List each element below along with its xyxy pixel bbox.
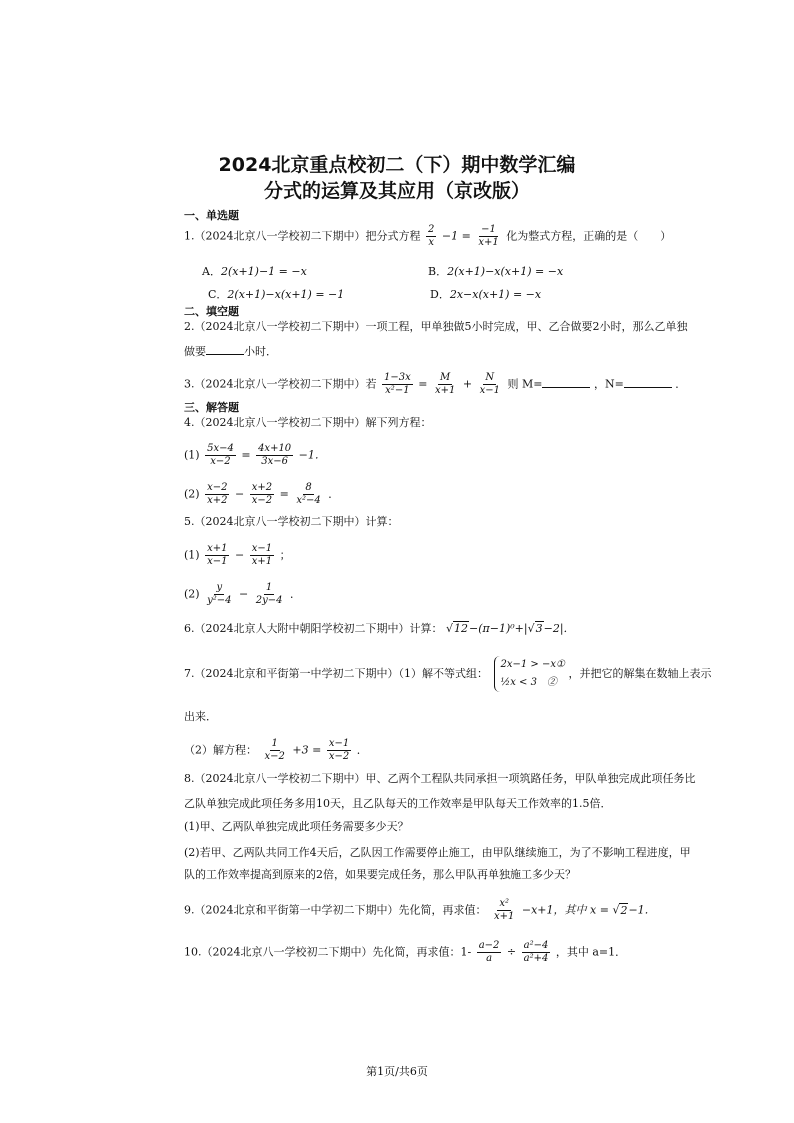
q3-f2-num: M: [440, 372, 451, 383]
q4-p2-f1-num: x−2: [207, 482, 228, 493]
q10-f1-num: a−2: [478, 940, 500, 951]
q9-f-den: x+1: [494, 911, 515, 922]
q5-p1-f2-den: x+1: [251, 556, 273, 567]
q7-p2-fraction-1: [263, 738, 287, 763]
q2-text-a: 做要: [184, 345, 206, 358]
q4-p1-f2-den: 3x−6: [261, 456, 288, 467]
q6-prefix: 6.（2024北京人大附中朝阳学校初二下期中）计算：: [184, 622, 443, 635]
q4-p2-fraction-3: [294, 482, 322, 507]
question-2-line-1: 2.（2024北京八一学校初二下期中）一项工程，甲单独做5小时完成，甲、乙合做要2小时，那么乙单独: [184, 320, 688, 333]
q5-p2-fraction-1: [205, 582, 233, 607]
q5-p2-f1-den: y²−4: [207, 595, 232, 606]
q10-fraction-2: [522, 940, 551, 965]
q7-p2-f1-num: 1: [271, 738, 278, 749]
q5-p1-f1-num: x+1: [207, 543, 228, 554]
q4-p1-fraction-1: [205, 443, 236, 468]
q7-suffix: ，并把它的解集在数轴上表示: [568, 667, 712, 680]
q5-p1-fraction-1: [205, 543, 229, 568]
q1-option-d-text: 2x−x(x+1) = −x: [449, 288, 542, 301]
question-4-part-1: [184, 443, 326, 468]
q4-p1-fraction-2: [256, 443, 293, 468]
q4-p2-label: (2): [184, 487, 200, 501]
q7-p2-end: ．: [356, 743, 368, 757]
q1-option-b[interactable]: [428, 263, 563, 279]
question-4-part-2: [184, 482, 339, 507]
q2-answer-blank[interactable]: [206, 344, 244, 355]
q7-prefix: 7.（2024北京和平街第一中学初二下期中）（1）解不等式组：: [184, 667, 488, 680]
q1-option-b-label: B．: [428, 265, 448, 278]
q10-f2-num: a²−4: [523, 940, 549, 951]
q5-p2-end: ．: [289, 587, 301, 601]
q4-p2-fraction-1: [205, 482, 229, 507]
q3-f1-num: 1−3x: [384, 372, 411, 383]
q4-p2-eq: =: [279, 487, 289, 501]
question-9: [184, 898, 656, 923]
q3-f2-den: x+1: [434, 385, 456, 396]
question-7: [184, 656, 711, 692]
q10-f1-den: a: [486, 953, 493, 964]
q1-prefix: 1.（2024北京八一学校初二下期中）把分式方程: [184, 229, 421, 243]
question-5-head: 5.（2024北京八一学校初二下期中）计算：: [184, 515, 399, 528]
q6-expression: √12−(π−1)⁰+|√3−2|．: [446, 622, 575, 635]
q4-p1-eq: =: [241, 448, 251, 462]
q9-f-num: x²: [499, 898, 510, 909]
q4-p2-f1-den: x+2: [207, 495, 228, 506]
q1-option-c[interactable]: [208, 286, 344, 302]
q3-end: ．: [675, 377, 687, 391]
question-6: [184, 622, 575, 636]
q7-p2-plus: +3 =: [292, 743, 322, 757]
q10-div: ÷: [506, 945, 517, 959]
q1-f1-den: x: [428, 237, 434, 248]
q10-prefix: 10.（2024北京八一学校初二下期中）先化简，再求值：1-: [184, 945, 472, 959]
q9-fraction: [492, 898, 516, 923]
q7-system-line-2: ½x < 3 ②: [500, 677, 557, 688]
q9-prefix: 9.（2024北京和平街第一中学初二下期中）先化简，再求值：: [184, 903, 487, 917]
q1-option-d[interactable]: [430, 286, 541, 302]
page-number: 第1页/共6页: [366, 1065, 428, 1078]
question-8-line-2: 乙队单独完成此项任务多用10天，且乙队每天的工作效率是甲队每天工作效率的1.5倍．: [184, 797, 612, 810]
question-8-line-5: 队的工作效率提高到原来的2倍，如果要完成任务，那么甲队再单独施工多少天？: [184, 868, 576, 881]
q6-rest-1: −(π−1)⁰+|: [469, 622, 528, 635]
question-7-line-2: 出来．: [184, 710, 217, 723]
q5-p2-minus: −: [239, 587, 249, 601]
q7-inequality-system: [494, 656, 565, 692]
q7-p2-f2-num: x−1: [328, 738, 350, 749]
q4-p2-f2-num: x+2: [251, 482, 273, 493]
q3-comma: ，N=: [593, 377, 624, 391]
q5-p2-fraction-2: [254, 582, 285, 607]
document-subtitle: 分式的运算及其应用（京改版）: [263, 180, 530, 202]
q3-fraction-2: [433, 372, 457, 397]
q7-p2-prefix: （2）解方程：: [184, 743, 257, 757]
q4-p2-f2-den: x−2: [251, 495, 273, 506]
q2-text-b: 小时．: [244, 345, 277, 358]
q6-sqrt-1: 12: [454, 622, 469, 635]
q9-rest: −x+1，其中: [521, 903, 587, 917]
q3-f1-den: x²−1: [385, 385, 410, 396]
question-1: [184, 224, 671, 249]
question-5-part-2: [184, 582, 301, 607]
q5-p1-end: ；: [279, 548, 291, 562]
section-heading-single-choice: 一、单选题: [184, 209, 239, 222]
question-2-line-2: [184, 344, 277, 359]
question-3: [184, 372, 686, 397]
q9-cond-a: x =: [590, 903, 609, 917]
q3-fraction-1: [382, 372, 413, 397]
q5-p2-label: (2): [184, 587, 200, 601]
q3-fraction-3: [478, 372, 502, 397]
question-8-line-1: 8.（2024北京八一学校初二下期中）甲、乙两个工程队共同承担一项筑路任务，甲队单独完成此项任务比: [184, 772, 696, 785]
q10-fraction-1: [477, 940, 502, 965]
q5-p2-f2-den: 2y−4: [255, 595, 283, 606]
question-10: [184, 940, 626, 965]
q6-rest-2: −2|．: [543, 622, 575, 635]
q3-then: 则 M=: [507, 377, 543, 391]
q6-sqrt-2: 3: [535, 622, 543, 635]
q4-p2-f3-num: 8: [305, 482, 312, 493]
q5-p1-label: (1): [184, 548, 200, 562]
q4-p1-f1-den: x−2: [210, 456, 231, 467]
q9-cond-b: −1．: [628, 903, 656, 917]
q3-plus: +: [462, 377, 473, 391]
q1-option-d-label: D．: [430, 288, 450, 301]
q4-p2-fraction-2: [250, 482, 274, 507]
section-heading-solutions: 三、解答题: [184, 401, 239, 414]
document-title: 2024北京重点校初二（下）期中数学汇编: [218, 154, 576, 176]
q1-option-b-text: 2(x+1)−x(x+1) = −x: [447, 265, 564, 278]
q1-fraction-2: [476, 224, 500, 249]
q3-f3-den: x−1: [479, 385, 500, 396]
q5-p1-fraction-2: [250, 543, 274, 568]
q3-f3-num: N: [485, 372, 495, 383]
q4-p2-f3-den: x²−4: [296, 495, 321, 506]
q3-answer-blank-n[interactable]: [624, 377, 672, 388]
section-heading-fill-blank: 二、填空题: [184, 305, 239, 318]
q1-option-a-label: A．: [202, 265, 221, 278]
q5-p1-f1-den: x−1: [207, 556, 228, 567]
q1-suffix: 化为整式方程，正确的是（ ）: [506, 229, 672, 243]
q1-f2-den: x+1: [478, 237, 499, 248]
q4-p1-f1-num: 5x−4: [207, 443, 234, 454]
q1-option-a[interactable]: [202, 263, 307, 279]
q5-p1-f2-num: x−1: [251, 543, 273, 554]
question-8-line-4: (2)若甲、乙两队共同工作4天后，乙队因工作需要停止施工，由甲队继续施工，为了不影响工程进度，甲: [184, 846, 691, 859]
question-8-line-3: (1)甲、乙两队单独完成此项任务需要多少天？: [184, 820, 409, 833]
q7-p2-f1-den: x−2: [264, 751, 285, 762]
question-7-part-2: [184, 738, 368, 763]
q1-f1-num: 2: [428, 224, 435, 235]
q9-condition: x = √2−1．: [590, 903, 656, 917]
q1-option-c-label: C．: [208, 288, 228, 301]
q9-cond-sqrt: 2: [620, 903, 628, 917]
q7-system-line-1: 2x−1 > −x①: [500, 659, 565, 670]
q5-p1-minus: −: [234, 548, 245, 562]
q1-f2-num: −1: [481, 224, 496, 235]
q1-fraction-1: [426, 224, 436, 249]
q7-p2-f2-den: x−2: [328, 751, 350, 762]
q3-answer-blank-m[interactable]: [542, 377, 590, 388]
q1-mid: −1 =: [441, 229, 471, 243]
q3-eq: =: [418, 377, 428, 391]
q4-p1-label: (1): [184, 448, 200, 462]
q10-f2-den: a²+4: [523, 953, 549, 964]
question-4-head: 4.（2024北京八一学校初二下期中）解下列方程：: [184, 416, 432, 429]
q3-prefix: 3.（2024北京八一学校初二下期中）若: [184, 377, 377, 391]
q4-p2-minus: −: [234, 487, 245, 501]
q5-p2-f1-num: y: [216, 582, 223, 593]
q10-rest: ，其中 a=1．: [555, 945, 627, 959]
q4-p2-end: ．: [328, 487, 340, 501]
q4-p1-end: −1．: [298, 448, 326, 462]
q5-p2-f2-num: 1: [265, 582, 273, 593]
q1-option-c-text: 2(x+1)−x(x+1) = −1: [227, 288, 345, 301]
question-5-part-1: [184, 543, 291, 568]
q4-p1-f2-num: 4x+10: [258, 443, 292, 454]
q7-p2-fraction-2: [327, 738, 351, 763]
q1-option-a-text: 2(x+1)−1 = −x: [220, 265, 307, 278]
